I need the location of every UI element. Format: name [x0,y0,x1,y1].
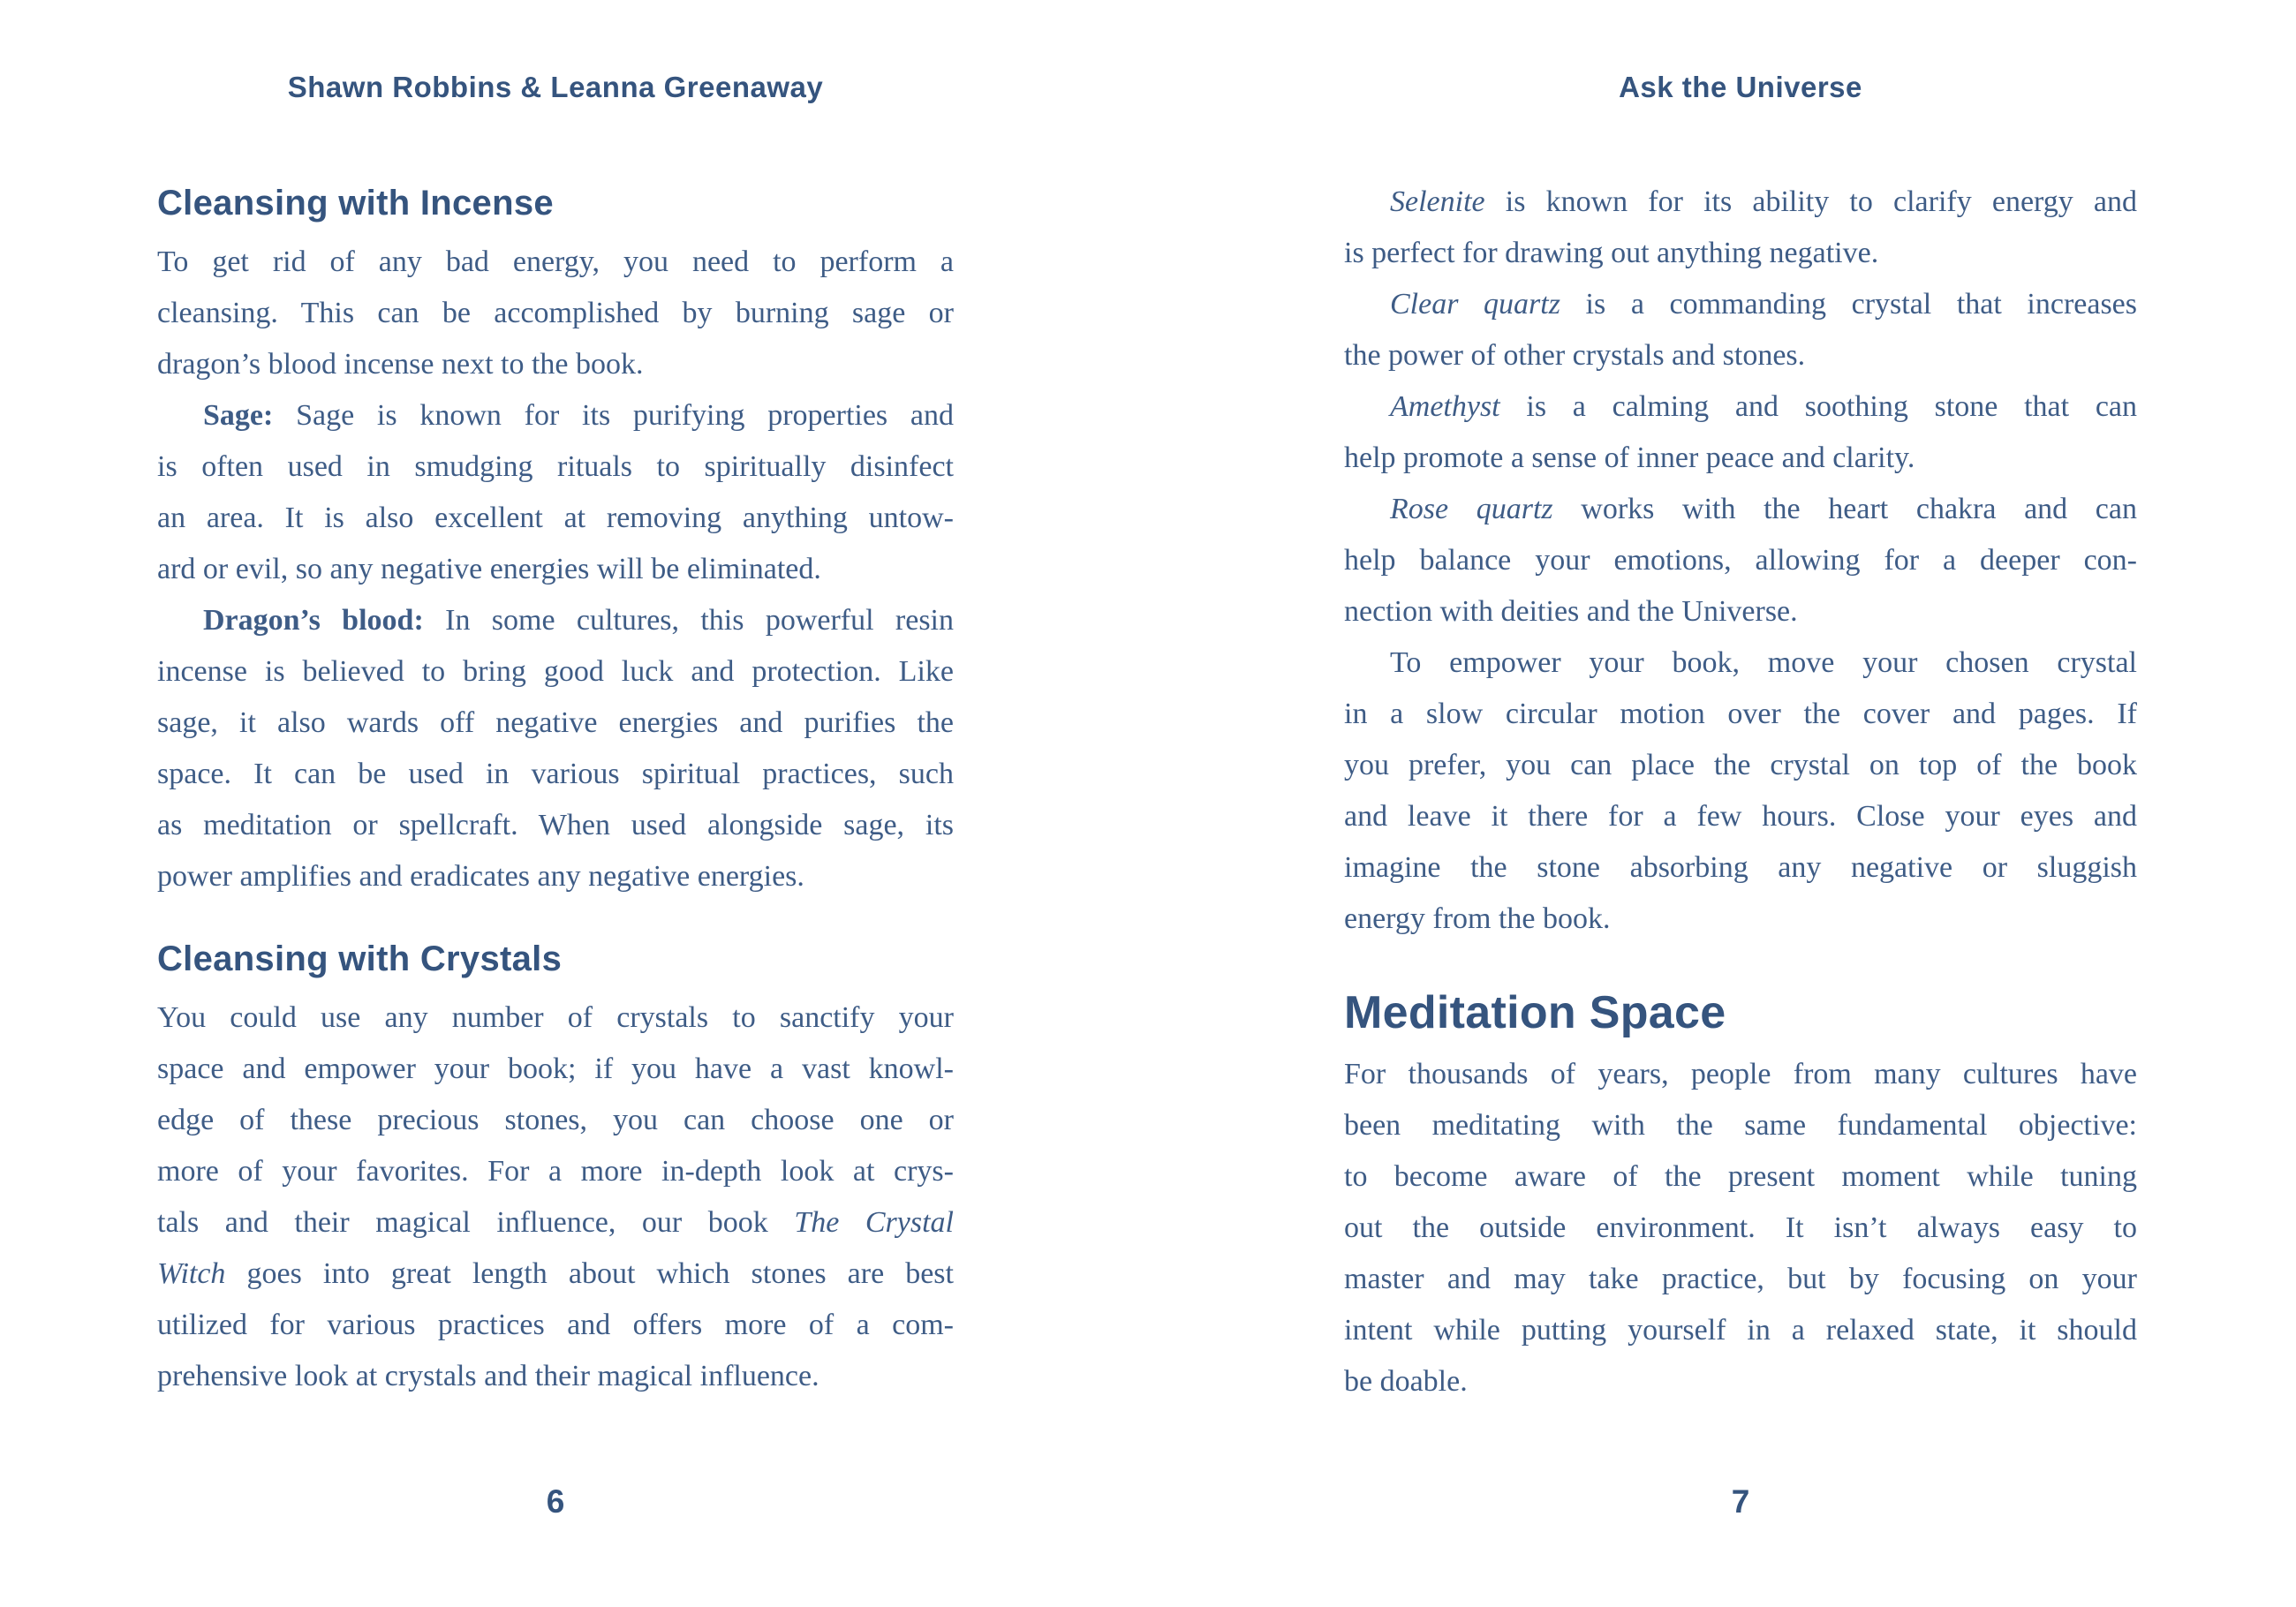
text-line [157,595,954,646]
text-segment: sage, it also wards off negative energies and purifies the [157,706,954,739]
text-line [1344,484,2137,535]
text-line [157,646,954,698]
text-line [1344,638,2137,689]
text-line [1344,894,2137,945]
text-segment: works with the heart chakra and can [1552,493,2137,525]
text-line [157,851,954,902]
text-line [1344,1254,2137,1305]
text-line [157,992,954,1044]
text-line [1344,1100,2137,1151]
text-segment: been meditating with the same fundamental objective: [1344,1109,2137,1142]
text-line [1344,1305,2137,1356]
text-segment: is perfect for drawing out anything negative. [1344,237,1879,269]
text-segment: Witch [157,1257,226,1290]
text-line [157,698,954,749]
text-segment: space and empower your book; if you have a vast knowl- [157,1052,954,1085]
text-segment: help promote a sense of inner peace and clarity. [1344,441,1915,474]
text-line [1344,689,2137,740]
text-segment: master and may take practice, but by focusing on your [1344,1263,2137,1295]
text-line [157,749,954,800]
text-line [157,390,954,441]
text-segment: To empower your book, move your chosen crystal [1390,646,2137,679]
text-line [157,441,954,493]
text-line [1344,740,2137,791]
text-segment: out the outside environment. It isn’t always easy to [1344,1211,2137,1244]
section-heading: Cleansing with Crystals [157,939,563,978]
text-segment: goes into great length about which stones are best [225,1257,954,1290]
text-line [157,800,954,851]
right-text-column [1344,177,2137,1407]
text-line [1344,228,2137,279]
text-segment: help balance your emotions, allowing for a deeper con- [1344,544,2137,577]
text-line [1344,535,2137,586]
text-line [1344,842,2137,894]
text-line [1344,177,2137,228]
text-line [1344,586,2137,638]
text-line [157,339,954,390]
text-line [157,1044,954,1095]
text-line [157,493,954,544]
text-segment: Selenite [1390,185,1485,218]
text-segment: incense is believed to bring good luck and protection. Like [157,655,954,688]
text-segment: Amethyst [1390,390,1500,423]
text-line [157,1249,954,1300]
text-segment: and leave it there for a few hours. Close your eyes and [1344,800,2137,833]
text-segment: The Crystal [794,1206,954,1239]
text-line [157,1197,954,1249]
text-segment: as meditation or spellcraft. When used alongside sage, its [157,809,954,841]
text-segment: In some cultures, this powerful resin [423,604,954,637]
text-segment: Dragon’s blood: [203,604,424,637]
running-head-title: Ask the Universe [1619,71,1862,103]
text-line [157,288,954,339]
text-segment: tals and their magical influence, our book [157,1206,795,1239]
left-text-column [157,182,954,1402]
right-page [1148,0,2296,1607]
text-line [1344,1356,2137,1407]
text-segment: Sage is known for its purifying properties and [273,399,954,432]
text-segment: edge of these precious stones, you can choose one or [157,1104,954,1136]
text-segment: You could use any number of crystals to sanctify your [157,1001,954,1034]
page-number-left: 6 [546,1483,565,1520]
text-segment: is known for its ability to clarify energy and [1484,185,2137,218]
text-line [157,1351,954,1402]
text-segment: intent while putting yourself in a relaxed state, it should [1344,1314,2137,1347]
text-segment: For thousands of years, people from many cultures have [1344,1058,2137,1090]
text-segment: utilized for various practices and offers more of a com- [157,1309,954,1341]
text-line [157,1146,954,1197]
text-segment: to become aware of the present moment while tuning [1344,1160,2137,1193]
text-segment: cleansing. This can be accomplished by burning sage or [157,297,954,329]
section-heading: Meditation Space [1344,987,1726,1038]
text-line [1344,791,2137,842]
text-line [157,1095,954,1146]
text-segment: the power of other crystals and stones. [1344,339,1806,372]
text-line [1344,381,2137,433]
text-line [1344,1203,2137,1254]
text-segment: Sage: [203,399,274,432]
text-segment: To get rid of any bad energy, you need to perform a [157,245,954,278]
text-segment: energy from the book. [1344,902,1611,935]
page-number-right: 7 [1731,1483,1750,1520]
text-segment: be doable. [1344,1365,1468,1398]
text-segment: ard or evil, so any negative energies will be eliminated. [157,553,821,585]
text-segment: is a commanding crystal that increases [1560,288,2137,321]
section-heading: Cleansing with Incense [157,184,554,223]
text-line [1344,433,2137,484]
text-line [157,544,954,595]
text-segment: is often used in smudging rituals to spiritually disinfect [157,450,954,483]
text-segment: space. It can be used in various spiritual practices, such [157,758,954,790]
text-segment: Rose quartz [1390,493,1553,525]
running-head-author: Shawn Robbins & Leanna Greenaway [287,71,824,103]
text-line [1344,1151,2137,1203]
text-segment: an area. It is also excellent at removing anything untow- [157,502,954,534]
text-segment: in a slow circular motion over the cover and pages. If [1344,698,2137,730]
text-segment: nection with deities and the Universe. [1344,595,1798,628]
text-segment: prehensive look at crystals and their magical influence. [157,1360,819,1392]
text-line [1344,330,2137,381]
text-segment: is a calming and soothing stone that can [1499,390,2137,423]
text-segment: power amplifies and eradicates any negative energies. [157,860,804,893]
text-line [1344,279,2137,330]
text-line [157,237,954,288]
text-segment: imagine the stone absorbing any negative or sluggish [1344,851,2137,884]
text-line [1344,1049,2137,1100]
text-segment: more of your favorites. For a more in-depth look at crys- [157,1155,954,1188]
text-segment: Clear quartz [1390,288,1560,321]
text-line [157,1300,954,1351]
text-segment: you prefer, you can place the crystal on top of the book [1344,749,2137,781]
text-segment: dragon’s blood incense next to the book. [157,348,644,381]
